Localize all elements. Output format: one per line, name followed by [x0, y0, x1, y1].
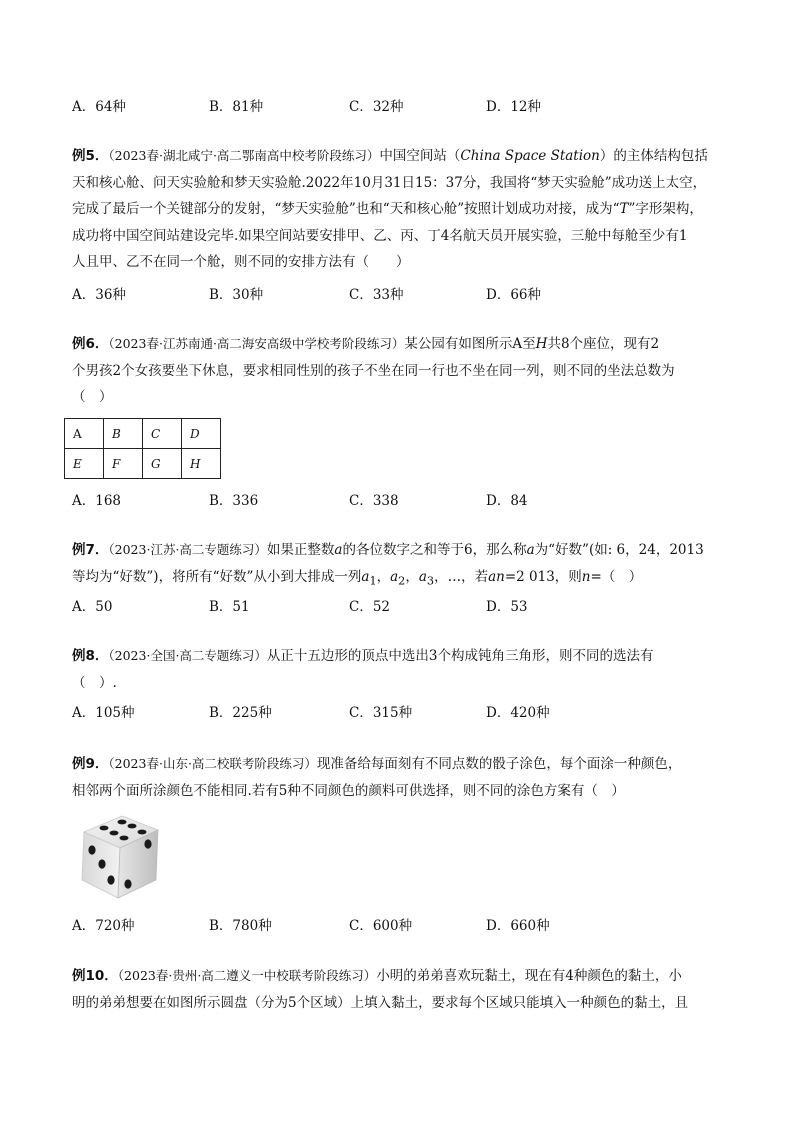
option-d: D．84	[486, 493, 528, 509]
option-c: C．32种	[349, 99, 404, 115]
seat-row	[65, 449, 221, 479]
text: 共8个座位，现有2	[547, 336, 660, 352]
option-d: D．420种	[486, 705, 550, 721]
option-c: C．315种	[349, 705, 413, 721]
text-line: 相邻两个面所涂颜色不能相同.若有5种不同颜色的颜料可供选择，则不同的涂色方案有（ ）	[72, 782, 625, 799]
example-10	[72, 963, 727, 1016]
option-d: D．66种	[486, 287, 542, 303]
q4-options	[72, 95, 772, 115]
text: 如果正整数	[266, 542, 335, 558]
text: 等均为“好数”)，将所有“好数”从小到大排成一列	[72, 568, 362, 585]
option-c: C．52	[349, 599, 391, 615]
text: ，…，若	[434, 568, 489, 585]
example-source: （2023春·贵州·高二遵义一中校联考阶段练习）	[117, 968, 377, 983]
option-c: C．600种	[349, 918, 413, 934]
text-italic: T	[619, 201, 629, 217]
subscript: 1	[369, 574, 377, 588]
example-source: （2023·江苏·高二专题练习）	[108, 542, 267, 557]
text: =2 013，则	[504, 568, 582, 585]
text: 从正十五边形的顶点中选出3个构成钝角三角形，则不同的选法有	[266, 648, 654, 664]
option-a: A．105种	[72, 705, 135, 721]
text-line: （ ）	[72, 389, 113, 405]
example-label: 例8．	[72, 648, 109, 664]
option-b: B．780种	[209, 918, 272, 934]
seat-cell: B	[104, 419, 143, 449]
option-b: B．225种	[209, 705, 272, 721]
example-label: 例10．	[72, 968, 118, 984]
text-line: 个男孩2个女孩要坐下休息，要求相同性别的孩子不坐在同一行也不坐在同一列，则不同的坐法总数为	[72, 362, 675, 379]
option-d: D．53	[486, 599, 528, 615]
option-b: B．30种	[209, 287, 264, 303]
example-source: （2023·全国·高二专题练习）	[108, 648, 267, 663]
option-b: B．336	[209, 493, 259, 509]
text-italic: a	[361, 568, 370, 585]
text: 某公园有如图所示A至	[404, 336, 536, 352]
text-italic: China Space Station	[460, 148, 600, 164]
text-line: 成功将中国空间站建设完毕.如果空间站要安排甲、乙、丙、丁4名航天员开展实验，三舱中每舱至少有1	[72, 227, 688, 244]
example-5	[72, 143, 727, 276]
option-d: D．12种	[486, 99, 542, 115]
example-7	[72, 537, 727, 595]
option-a: A．36种	[72, 287, 126, 303]
option-b: B．81种	[209, 99, 264, 115]
example-label: 例9．	[72, 756, 109, 772]
text: ”字形架构，	[628, 201, 703, 217]
example-8	[72, 643, 727, 696]
ex7-options	[72, 595, 772, 615]
seat-cell: D	[182, 419, 221, 449]
text-line: （ ）.	[72, 674, 117, 691]
ex6-options	[72, 489, 772, 509]
text: 中国空间站（	[379, 148, 461, 164]
text-line: 天和核心舱、问天实验舱和梦天实验舱.2022年10月31日15：37分，我国将“梦天实验舱”成功送上太空，	[72, 174, 707, 191]
text: 小明的弟弟喜欢玩黏土，现在有4种颜色的黏土，小	[376, 968, 682, 984]
option-a: A．168	[72, 493, 122, 509]
text: 为“好数”(如: 6，24，2013	[534, 542, 704, 558]
option-c: C．33种	[349, 287, 404, 303]
text-italic: a	[334, 542, 343, 558]
subscript: 3	[426, 574, 435, 588]
example-source: （2023春·山东·高二校联考阶段练习）	[108, 756, 317, 771]
text-italic: a	[526, 542, 535, 558]
example-6	[72, 331, 727, 411]
option-d: D．660种	[486, 918, 550, 934]
seat-row	[65, 419, 221, 449]
text-italic: n	[581, 568, 591, 585]
text: ，	[376, 568, 391, 585]
example-label: 例5．	[72, 148, 109, 164]
seat-cell: A	[65, 419, 104, 449]
text: =（ ）	[590, 568, 643, 585]
ex5-options	[72, 283, 772, 303]
subscript: 2	[398, 574, 406, 588]
ex8-options	[72, 701, 772, 721]
seat-grid	[64, 418, 221, 479]
seat-cell: E	[65, 449, 104, 479]
text-italic: an	[488, 568, 505, 585]
text: 现准备给每面刻有不同点数的骰子涂色，每个面涂一种颜色，	[316, 756, 682, 772]
example-9	[72, 751, 727, 804]
option-c: C．338	[349, 493, 399, 509]
text-italic: a	[390, 568, 399, 585]
text-italic: a	[418, 568, 427, 585]
example-source: （2023春·湖北咸宁·高二鄂南高中校考阶段练习）	[108, 148, 380, 163]
text: 的各位数字之和等于6，那么称	[342, 542, 527, 558]
seat-cell: G	[143, 449, 182, 479]
text-line: 明的弟弟想要在如图所示圆盘（分为5个区域）上填入黏土，要求每个区域只能填入一种颜色的黏土，且	[72, 994, 689, 1011]
example-label: 例7．	[72, 542, 109, 558]
option-b: B．51	[209, 599, 250, 615]
dice-image	[72, 808, 164, 904]
seat-cell: H	[182, 449, 221, 479]
text-italic: H	[535, 336, 548, 352]
option-a: A．720种	[72, 918, 135, 934]
option-a: A．64种	[72, 99, 126, 115]
example-source: （2023春·江苏南通·高二海安高级中学校考阶段练习）	[108, 336, 405, 351]
option-a: A．50	[72, 599, 113, 615]
text: 完成了最后一个关键部分的发射，“梦天实验舱”也和“天和核心舱”按照计划成功对接，成为“	[72, 201, 620, 217]
ex9-options	[72, 914, 772, 934]
seat-cell: C	[143, 419, 182, 449]
text: ）的主体结构包括	[599, 148, 708, 164]
seat-cell: F	[104, 449, 143, 479]
example-label: 例6．	[72, 336, 109, 352]
text-line: 人且甲、乙不在同一个舱，则不同的安排方法有（ ）	[72, 254, 410, 270]
text: ，	[405, 568, 419, 585]
